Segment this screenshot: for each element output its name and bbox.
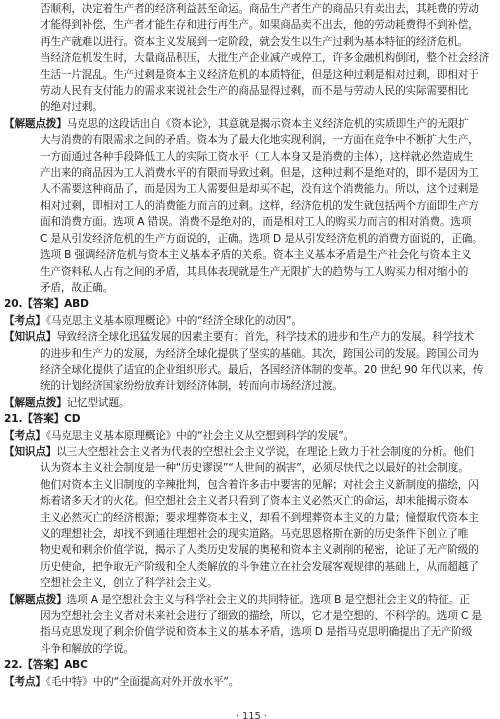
text-line: 指马克思发现了剩余价值学说和资本主义的基本矛盾，选项 D 是指马克思明确提出了无产阶级 — [40, 626, 473, 639]
test-point-label: 【考点】 — [4, 675, 46, 688]
question-number: 21. — [4, 413, 23, 426]
text-line: 劳动人民有支付能力的需求来说社会生产的商品显得过剩，而不是与劳动人民的实际需要相比 — [40, 85, 469, 98]
text-line: 矛盾，故正确。 — [40, 281, 114, 294]
analysis-label: 【解题点拨】 — [4, 396, 67, 409]
answer-label: 【答案】 — [22, 298, 65, 311]
text-line: 导致经济全球化迅猛发展的因素主要有：首先，科学技术的进步和生产力的发展。科学技术 — [56, 331, 474, 344]
q21-answer — [4, 411, 496, 427]
q19-analysis — [4, 116, 496, 296]
q22-answer — [4, 657, 496, 673]
analysis-first-line — [4, 116, 496, 132]
text-line: 因为空想社会主义者对未来社会进行了细致的描绘，所以，它才是空想的、不科学的。选项 C 是 — [40, 610, 482, 623]
text-line: 面和消费方面。选项 A 错误。消费不是绝对的，而是相对工人的购买力而言的相对消费。选项 — [40, 216, 472, 229]
text-line: 生产资料私人占有之间的矛盾，其具体表现就是生产无限扩大的趋势与工人购买力相对缩小的 — [40, 265, 469, 278]
text-line: 一方面通过各种手段降低工人的实际工资水平（工人本身又是消费的主体），这样就必然造成生 — [40, 150, 474, 163]
text-line: 选项 B 强调经济危机与资本主义基本矛盾的关系。资本主义基本矛盾是生产社会化与资本主义 — [40, 249, 472, 262]
knowledge-first-line — [4, 329, 496, 345]
test-point-text: 《马克思主义基本原理概论》中的“社会主义从空想到科学的发展”。 — [45, 429, 355, 442]
answer-value: ABC — [64, 659, 88, 672]
knowledge-label: 【知识点】 — [4, 445, 57, 458]
question-number: 22. — [4, 659, 23, 672]
text-line: 人不需要这种商品了，而是因为工人需要但是却买不起，没有这个消费能力。所以，这个过剩是 — [40, 183, 479, 196]
question-number: 20. — [4, 298, 23, 311]
text-line: 以三大空想社会主义者为代表的空想社会主义学说，在理论上致力于社会制度的分析。他们 — [56, 445, 474, 458]
text-line: 大与消费的有限需求之间的矛盾。资本为了最大化地实现利润，一方面在竞争中不断扩大生产， — [40, 134, 479, 147]
q21-test-point — [4, 428, 496, 444]
text-line: 的进步和生产力的发展，为经济全球化提供了坚实的基础。其次，跨国公司的发展。跨国公司为 — [40, 347, 479, 360]
text-line: 选项 A 是空想社会主义与科学社会主义的共同特征。选项 B 是空想社会主义的特征。正 — [66, 593, 470, 606]
knowledge-label: 【知识点】 — [4, 331, 57, 344]
text-line: 认为资本主义社会制度是一种“历史谬误”“人世间的祸害”，必须尽快代之以最好的社会制度。 — [40, 462, 469, 475]
text-line: 才能得到补偿，生产者才能生存和进行再生产。如果商品卖不出去，他的劳动耗费得不到补偿， — [40, 19, 479, 32]
test-point-text: 《毛中特》中的“全面提高对外开放水平”。 — [45, 675, 240, 688]
q19-continued-text — [4, 1, 496, 116]
text-line: 义的理想社会，却找不到通往理想社会的现实道路。马克思恩格斯在新的历史条件下创立了唯 — [40, 528, 469, 540]
analysis-label: 【解题点拨】 — [4, 593, 67, 606]
page-number: · 115 · — [236, 710, 267, 719]
text-line: 否顺利，决定着生产者的经济利益甚至命运。商品生产者生产的商品只有卖出去，其耗费的劳动 — [40, 3, 479, 15]
answer-label: 【答案】 — [22, 659, 65, 672]
knowledge-first-line — [4, 444, 496, 460]
text-line: 生活一片混乱。生产过剩是资本主义经济危机的本质特征，但是这种过剩是相对过剩，即相对于 — [40, 68, 479, 81]
text-line: 再生产就难以进行。资本主义发展到一定阶段，就会发生以生产过剩为基本特征的经济危机。 — [40, 35, 469, 48]
text-line: 马克思的这段话出自《资本论》，其意就是揭示资本主义经济危机的实质即生产的无限扩 — [66, 117, 469, 130]
test-point-line — [4, 313, 496, 329]
test-point-label: 【考点】 — [4, 314, 46, 327]
text-line: 统的计划经济国家纷纷放弃计划经济体制，转而向市场经济过渡。 — [40, 380, 343, 393]
text-line: 经济全球化提供了适宜的企业组织形式。最后，各国经济体制的变革。20 世纪 90 年代以来，传 — [40, 363, 484, 376]
text-line: 烁着诸多天才的火花。但空想社会主义者只看到了资本主义必然灭亡的命运，却未能揭示资本 — [40, 495, 469, 508]
text-line: 他们对资本主义旧制度的辛辣批判，包含着许多击中要害的见解；对社会主义新制度的描绘，闪 — [40, 478, 479, 491]
text-line: 物史观和剩余价值学说，揭示了人类历史发展的奥秘和资本主义剥削的秘密，论证了无产阶级的 — [40, 544, 479, 557]
q20-answer — [4, 296, 496, 312]
analysis-first-line — [4, 592, 496, 608]
text-line: 当经济危机发生时，大量商品积压，大批生产企业减产或停工，许多金融机构倒闭，整个社会经济 — [40, 52, 490, 65]
text-line: 的绝对过剩。 — [40, 101, 103, 114]
q21-analysis — [4, 592, 496, 658]
text-line: 斗争和解放的学说。 — [40, 642, 134, 655]
q21-knowledge — [4, 444, 496, 592]
test-point-text: 《马克思主义基本原理概论》中的“经济全球化的动因”。 — [45, 314, 302, 327]
text-line: 历史使命，把争取无产阶级和全人类解放的斗争建立在社会发展客观规律的基础上，从而超越了 — [40, 560, 479, 573]
analysis-label: 【解题点拨】 — [4, 117, 67, 130]
answer-line — [4, 657, 496, 673]
text-line: C 是从引发经济危机的生产方面说的，正确。选项 D 是从引发经济危机的消费方面说的，正确。 — [40, 232, 483, 245]
answer-label: 【答案】 — [22, 413, 65, 426]
q20-knowledge — [4, 329, 496, 395]
text-line: 空想社会主义，创立了科学社会主义。 — [40, 577, 218, 590]
analysis-text: 记忆型试题。 — [66, 396, 130, 409]
answer-line — [4, 411, 496, 427]
test-point-line — [4, 674, 496, 690]
text-line: 主义必然灭亡的经济根源；要求埋葬资本主义，却看不到埋葬资本主义的力量；憧憬取代资本主 — [40, 511, 479, 524]
answer-value: ABD — [64, 298, 89, 311]
text-line: 产出来的商品因为工人消费水平的有限而导致过剩。但是，这种过剩不是绝对的，即不是因为工 — [40, 167, 479, 180]
text-line: 相对过剩，即相对工人的消费能力而言的过剩。这样，经济危机的发生就包括两个方面即生产方 — [40, 199, 479, 212]
test-point-label: 【考点】 — [4, 429, 46, 442]
q22-test-point — [4, 674, 496, 690]
q20-analysis — [4, 395, 496, 411]
answer-value: CD — [64, 413, 81, 426]
q20-test-point — [4, 313, 496, 329]
analysis-line — [4, 395, 496, 411]
test-point-line — [4, 428, 496, 444]
answer-line — [4, 296, 496, 312]
